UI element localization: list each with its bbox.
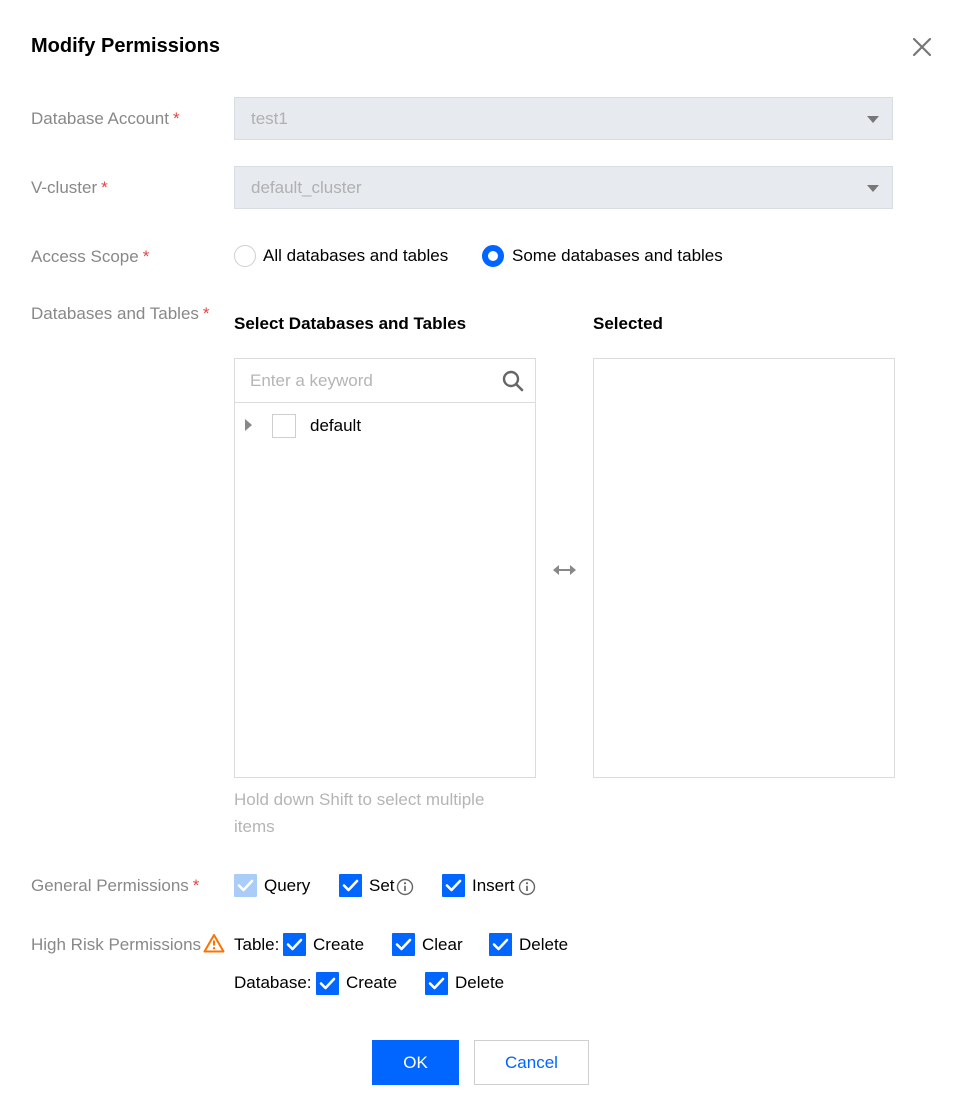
source-list-panel: [234, 358, 536, 778]
high-risk-permissions-label: High Risk Permissions: [31, 935, 202, 954]
database-delete-label[interactable]: Delete: [455, 973, 505, 992]
info-icon[interactable]: [396, 878, 414, 901]
table-delete-checkbox[interactable]: [489, 933, 512, 956]
table-clear-checkbox[interactable]: [392, 933, 415, 956]
table-permissions-label: Table:: [234, 935, 280, 954]
required-mark: *: [192, 876, 200, 895]
database-account-label: Database Account *: [31, 109, 180, 128]
radio-all-databases-label[interactable]: All databases and tables: [263, 246, 449, 265]
database-create-checkbox[interactable]: [316, 972, 339, 995]
ok-button[interactable]: OK: [372, 1040, 459, 1085]
shift-select-hint: Hold down Shift to select multiple items: [234, 790, 485, 836]
required-mark: *: [101, 178, 108, 197]
required-mark: *: [202, 304, 210, 323]
radio-all-databases[interactable]: [234, 245, 256, 267]
table-clear-label[interactable]: Clear: [422, 935, 463, 954]
cancel-button[interactable]: Cancel: [474, 1040, 589, 1085]
table-delete-label[interactable]: Delete: [519, 935, 569, 954]
search-input[interactable]: [250, 369, 490, 393]
general-permissions-label: General Permissions *: [31, 876, 200, 895]
search-row: [235, 359, 535, 403]
info-icon[interactable]: [518, 878, 536, 901]
vcluster-label: V-cluster *: [31, 178, 108, 197]
access-scope-label: Access Scope *: [31, 247, 150, 266]
database-account-select[interactable]: [234, 97, 893, 140]
close-icon[interactable]: [911, 36, 933, 58]
database-account-value: test1: [251, 109, 288, 128]
radio-some-databases-label[interactable]: Some databases and tables: [512, 246, 723, 265]
chevron-down-icon: [867, 185, 879, 192]
selected-list-panel: [593, 358, 895, 778]
selected-heading: Selected: [593, 314, 663, 333]
required-mark: *: [172, 109, 180, 128]
table-create-checkbox[interactable]: [283, 933, 306, 956]
dialog-title: Modify Permissions: [31, 35, 220, 57]
databases-tables-label: Databases and Tables *: [31, 304, 210, 323]
vcluster-select[interactable]: [234, 166, 893, 209]
warning-icon: [203, 933, 225, 958]
table-create-label[interactable]: Create: [313, 935, 365, 954]
vcluster-value: default_cluster: [251, 178, 362, 197]
transfer-arrows-icon: [552, 561, 577, 584]
database-permissions-label: Database:: [234, 973, 312, 992]
caret-right-icon[interactable]: [245, 419, 252, 431]
tree-item-checkbox[interactable]: [272, 414, 296, 438]
tree-item-label[interactable]: default: [310, 416, 362, 435]
set-checkbox[interactable]: [339, 874, 362, 897]
select-databases-heading: Select Databases and Tables: [234, 314, 467, 333]
insert-checkbox[interactable]: [442, 874, 465, 897]
search-icon[interactable]: [502, 370, 524, 397]
database-delete-checkbox[interactable]: [425, 972, 448, 995]
required-mark: *: [142, 247, 150, 266]
query-label: Query: [264, 876, 311, 895]
query-checkbox: [234, 874, 257, 897]
insert-label[interactable]: Insert: [472, 876, 515, 895]
radio-some-databases[interactable]: [482, 245, 504, 267]
database-create-label[interactable]: Create: [346, 973, 398, 992]
set-label[interactable]: Set: [369, 876, 395, 895]
chevron-down-icon: [867, 116, 879, 123]
tree-item[interactable]: [235, 403, 535, 447]
